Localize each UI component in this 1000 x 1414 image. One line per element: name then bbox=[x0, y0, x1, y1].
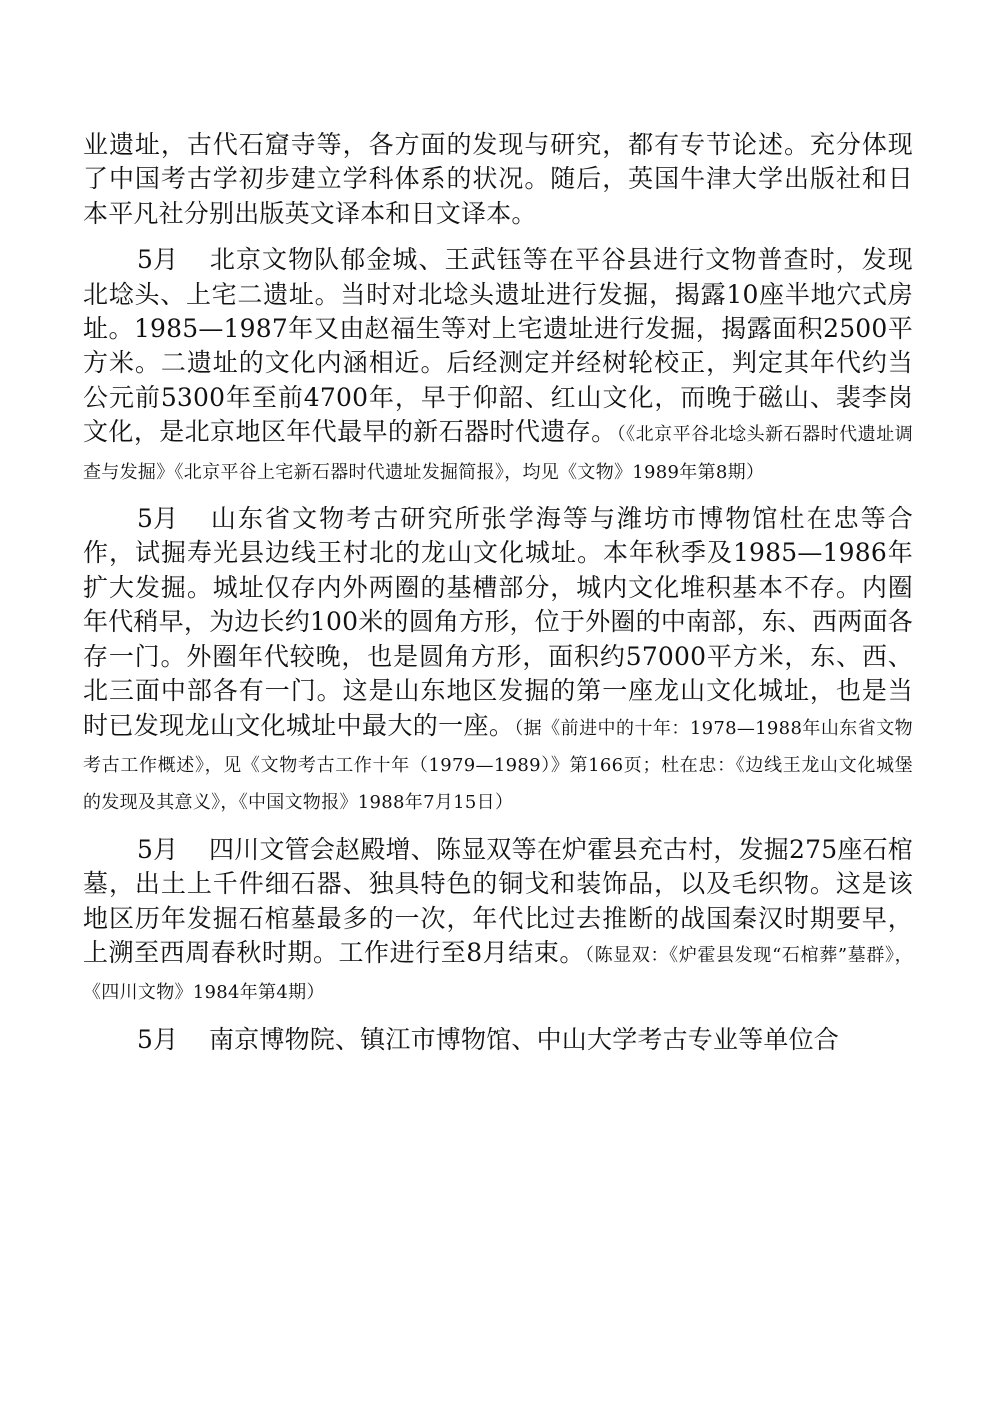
paragraph-text: 南京博物院、镇江市博物馆、中山大学考古专业等单位合 bbox=[209, 1024, 840, 1054]
entry-shandong-bianxianwang bbox=[83, 502, 913, 821]
entry-nanjing bbox=[83, 1023, 913, 1057]
paragraph-text: 四川文管会赵殿增、陈显双等在炉霍县充古村，发掘275座石棺墓，出土上千件细石器、独具特色的铜戈和装饰品，以及毛织物。这是该地区历年发掘石棺墓最多的一次，年代比过去推断的战国秦汉时期要早，上溯至西周春秋时期。工作进行至8月结束。 bbox=[83, 834, 913, 967]
entry-month: 5月 bbox=[137, 834, 179, 864]
citation: （陈显双：《炉霍县发现“石棺葬”墓群》，《四川文物》1984年第4期） bbox=[83, 944, 913, 1004]
paragraph-text: 山东省文物考古研究所张学海等与潍坊市博物馆杜在忠等合作，试掘寿光县边线王村北的龙山文化城址。本年秋季及1985—1986年扩大发掘。城址仅存内外两圈的基槽部分，城内文化堆积基本不存。内圈年代稍早，为边长约100米的圆角方形，位于外圈的中南部，东、西两面各存一门。外圈年代较晚，也是圆角方形，面积约57000平方米，东、西、北三面中部各有一门。这是山东地区发掘的第一座龙山文化城址，也是当时已发现龙山文化城址中最大的一座。 bbox=[83, 504, 913, 740]
paragraph-text: 业遗址，古代石窟寺等，各方面的发现与研究，都有专节论述。充分体现了中国考古学初步建立学科体系的状况。随后，英国牛津大学出版社和日本平凡社分别出版英文译本和日文译本。 bbox=[83, 130, 913, 228]
citation: （《北京平谷北埝头新石器时代遗址调查与发掘》《北京平谷上宅新石器时代遗址发掘简报》，均见《文物》1989年第8期） bbox=[83, 424, 914, 483]
entry-month: 5月 bbox=[137, 504, 179, 534]
entry-beijing-pinggu bbox=[83, 243, 913, 490]
citation: （据《前进中的十年：1978—1988年山东省文物考古工作概述》，见《文物考古工作十年（1979—1989）》第166页；杜在忠：《边线王龙山文化城堡的发现及其意义》，《中国文物报》1988年7月15日） bbox=[83, 717, 913, 814]
document-body bbox=[83, 128, 913, 1057]
entry-sichuan-luhuo bbox=[83, 833, 913, 1011]
entry-month: 5月 bbox=[137, 245, 179, 275]
watermark bbox=[0, 935, 38, 1195]
paragraph-text: 北京文物队郁金城、王武钰等在平谷县进行文物普查时，发现北埝头、上宅二遗址。当时对北埝头遗址进行发掘，揭露10座半地穴式房址。1985—1987年又由赵福生等对上宅遗址进行发掘，揭露面积2500平方米。二遗址的文化内涵相近。后经测定并经树轮校正，判定其年代约当公元前5300年至前4700年，早于仰韶、红山文化，而晚于磁山、裴李岗文化，是北京地区年代最早的新石器时代遗存。 bbox=[83, 245, 913, 447]
paragraph-continuation bbox=[83, 128, 913, 231]
entry-month: 5月 bbox=[137, 1024, 179, 1054]
